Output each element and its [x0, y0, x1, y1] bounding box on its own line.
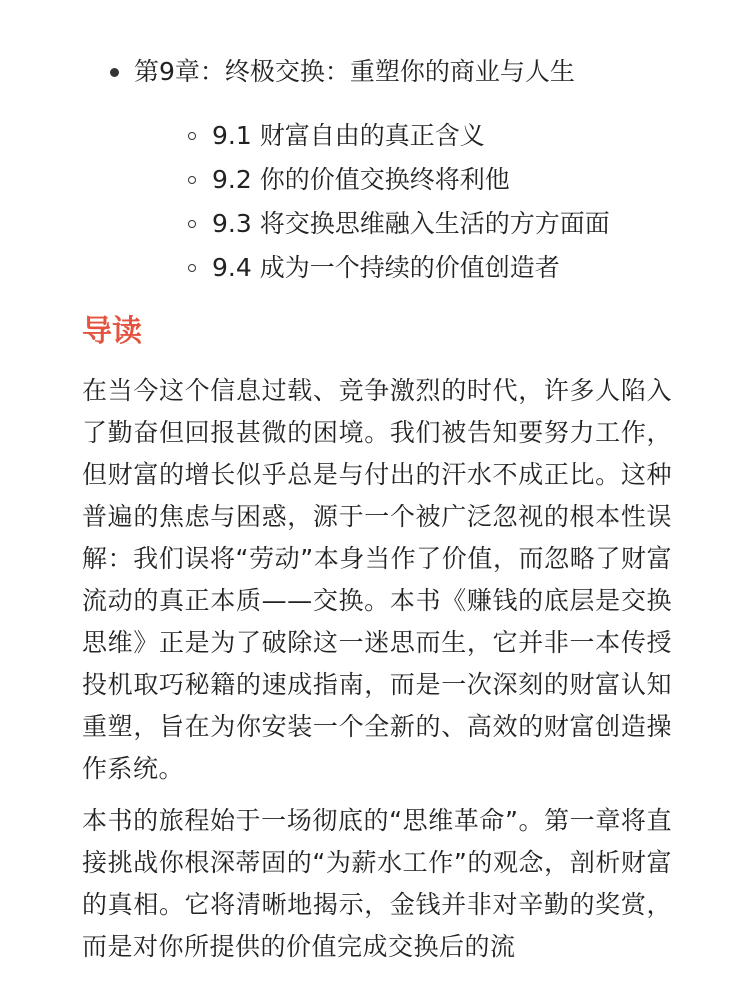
- toc-section-label: 9.1 财富自由的真正含义: [212, 121, 485, 150]
- toc-chapter-title: 第9章：终极交换：重塑你的商业与人生: [134, 57, 575, 86]
- toc-section-label: 9.3 将交换思维融入生活的方方面面: [212, 209, 610, 238]
- intro-paragraph: 本书的旅程始于一场彻底的“思维革命”。第一章将直接挑战你根深蒂固的“为薪水工作”的观念，剖析财富的真相。它将清晰地揭示，金钱并非对辛勤的奖赏，而是对你所提供的价值完成交换后的流: [82, 806, 672, 961]
- intro-paragraph: 在当今这个信息过载、竞争激烈的时代，许多人陷入了勤奋但回报甚微的困境。我们被告知要努力工作，但财富的增长似乎总是与付出的汗水不成正比。这种普遍的焦虑与困惑，源于一个被广泛忽视的根本性误解：我们误将“劳动”本身当作了价值，而忽略了财富流动的真正本质——交换。本书《赚钱的底层是交换思维》正是为了破除这一迷思而生，它并非一本传授投机取巧秘籍的速成指南，而是一次深刻的财富认知重塑，旨在为你安装一个全新的、高效的财富创造操作系统。: [82, 376, 672, 783]
- toc-section-label: 9.4 成为一个持续的价值创造者: [212, 253, 560, 282]
- toc-section-label: 9.2 你的价值交换终将利他: [212, 165, 510, 194]
- toc-section-item: [188, 202, 710, 246]
- section-heading: 导读: [82, 314, 142, 349]
- toc-section-item: [188, 246, 710, 290]
- toc-section-list: [134, 114, 710, 290]
- toc-section-item: [188, 158, 710, 202]
- toc-list: [110, 52, 710, 290]
- toc-section-item: [188, 114, 710, 158]
- toc-chapter-item: [110, 52, 710, 290]
- intro-body: [82, 370, 672, 978]
